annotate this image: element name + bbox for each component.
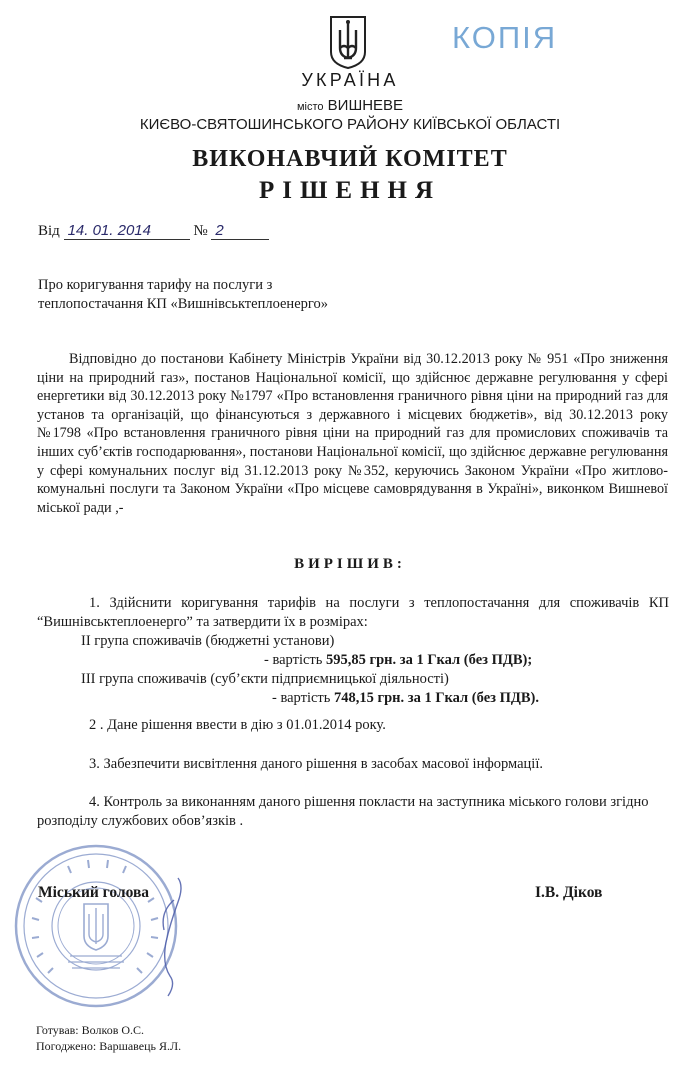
date-prefix: Від bbox=[38, 223, 60, 239]
group-2-price-prefix: - вартість bbox=[264, 652, 326, 668]
preamble-text: Відповідно до постанови Кабінету Міністрів України від 30.12.2013 року № 951 «Про зниження ціни на природний газ», постанов Національної комісії, що здійснює державне регулювання у сфері енергетики від 30.12.2013 року №1797 «Про встановлення граничного рівня ціни на природний газ для установ та організацій, що фінансуються з державного і місцевих бюджетів», від 30.12.2013 року №1798 «Про встановлення граничного рівня ціни на природний газ для промислових споживачів та інших суб’єктів господарювання», постанови Національної комісії, що здійснює державне регулювання у сфері комунальних послуг від 31.12.2013 року №352, керуючись Законом України «Про житлово-комунальні послуги та Законом України «Про місцеве самоврядування в Україні», виконком Вишневої міської ради ,- bbox=[37, 351, 668, 516]
group-3-label: III група споживачів (суб’єкти підприємницької діяльності) bbox=[81, 671, 449, 687]
district-line: КИЄВО-СВЯТОШИНСЬКОГО РАЙОНУ КИЇВСЬКОЇ ОБЛАСТІ bbox=[139, 116, 561, 133]
item-1 bbox=[37, 594, 669, 708]
coat-of-arms-icon bbox=[328, 14, 368, 70]
agreed-by: Погоджено: Варшавець Я.Л. bbox=[36, 1039, 182, 1053]
item-2: 2 . Дане рішення ввести в дію з 01.01.2014 року. bbox=[89, 717, 386, 733]
footer-notes bbox=[36, 1022, 181, 1054]
item-4 bbox=[37, 793, 669, 831]
signature-icon bbox=[140, 872, 200, 1002]
subject-line-1: Про коригування тарифу на послуги з bbox=[38, 277, 273, 293]
group-2-price-line bbox=[37, 651, 669, 670]
subject-line-2: теплопостачання КП «Вишнівськтеплоенерго» bbox=[38, 296, 328, 312]
item-1-text: 1. Здійснити коригування тарифів на послуги з теплопостачання для споживачів КП “Вишнівськтеплоенерго” та затвердити їх в розмірах: bbox=[37, 595, 669, 630]
group-3-price: 748,15 грн. за 1 Гкал (без ПДВ). bbox=[333, 690, 539, 706]
date-value: 14. 01. 2014 bbox=[64, 222, 190, 240]
item-4-text: 4. Контроль за виконанням даного рішення покласти на заступника міського голови згідно розподілу службових обов’язків . bbox=[37, 794, 649, 829]
document-type-title: РІШЕННЯ bbox=[258, 177, 442, 204]
prepared-by: Готував: Волков О.С. bbox=[36, 1023, 145, 1037]
resolved-heading: ВИРІШИВ: bbox=[294, 556, 406, 572]
signer-name: І.В. Діков bbox=[535, 884, 603, 901]
group-2-price: 595,85 грн. за 1 Гкал (без ПДВ); bbox=[325, 652, 533, 668]
dateline bbox=[38, 222, 269, 240]
preamble bbox=[37, 350, 668, 517]
country-title: УКРАЇНА bbox=[301, 70, 399, 90]
city-prefix: місто bbox=[296, 101, 324, 113]
committee-title: ВИКОНАВЧИЙ КОМІТЕТ bbox=[192, 146, 508, 172]
signer-position: Міський голова bbox=[38, 884, 150, 901]
group-3-price-line bbox=[37, 689, 669, 708]
city-name: ВИШНЕВЕ bbox=[327, 97, 404, 114]
number-value: 2 bbox=[211, 222, 269, 240]
item-3: 3. Забезпечити висвітлення даного рішення в засобах масової інформації. bbox=[89, 756, 543, 772]
group-3-price-prefix: - вартість bbox=[272, 690, 334, 706]
copy-stamp: КОПІЯ bbox=[452, 20, 558, 55]
city-line bbox=[0, 97, 700, 114]
number-prefix: № bbox=[193, 223, 208, 239]
group-2-label: II група споживачів (бюджетні установи) bbox=[81, 633, 335, 649]
subject bbox=[38, 276, 328, 314]
